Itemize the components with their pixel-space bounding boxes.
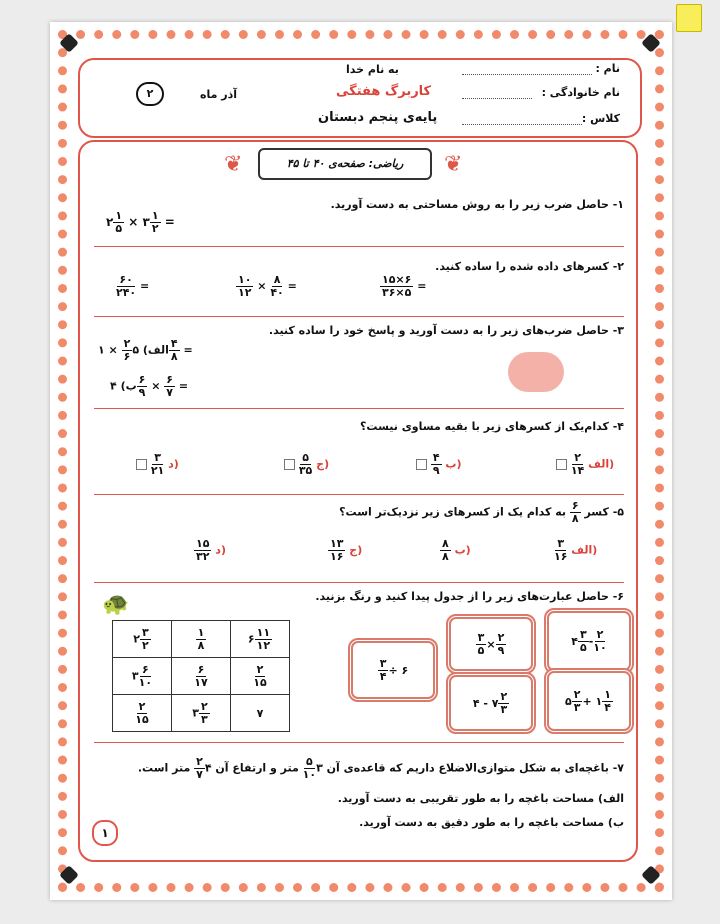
butterfly-icon: ❦ [224,152,243,177]
name-field-label: نام : [595,62,620,75]
q4-option-c[interactable]: $\frac{۵}{۳۵}$ ج) [284,452,329,477]
divider [94,246,624,247]
q2-fraction-3: $\frac{۶۰}{۲۴۰}$ = [116,273,150,299]
topic-banner: ریاضی: صفحه‌ی ۴۰ تا ۴۵ [258,148,432,180]
month-label: آذر ماه [200,88,238,101]
divider [94,582,624,583]
q4-option-a[interactable]: $\frac{۲}{۱۴}$ الف) [556,452,614,477]
sticky-note-icon[interactable] [676,4,702,32]
q3-part-a: الف) ۵ $\frac{۲}{۶}$ × ۱ $\frac{۴}{۸}$ = [98,337,193,363]
grid-cell[interactable]: ۳ $\frac{۶}{۱۰}$ [113,658,172,695]
q5-option-c[interactable]: $\frac{۱۳}{۱۶}$ ج) [330,537,363,563]
name-field[interactable] [462,74,592,75]
question-7: ۷- باغچه‌ای به شکل متوازی‌الاضلاع داریم که قاعده‌ی آن ۳ $\frac{۵}{۱۰}$ متر و ارتفاع آن ۴ $\frac{۲}{۷}$ متر است. [137,755,624,781]
q2-fraction-1: $\frac{۱۵\times ۶}{۳۶\times ۵}$ = [382,273,427,299]
q3-part-b: ب) ۴ $\frac{۶}{۹}$ × $\frac{۶}{۷}$ = [110,373,189,399]
question-2: ۲- کسرهای داده شده را ساده کنید. [435,260,624,273]
page-title: کاربرگ هفتگی [336,84,432,99]
grade-label: پایه‌ی پنجم دبستان [318,110,438,125]
class-field[interactable] [462,124,582,125]
grid-cell[interactable]: $\frac{۱}{۸}$ [172,621,231,658]
grid-cell[interactable]: ۷ [231,695,290,732]
class-field-label: کلاس : [581,112,620,125]
family-field[interactable] [462,98,532,99]
grid-cell[interactable]: $\frac{۶}{۱۷}$ [172,658,231,695]
question-1: ۱- حاصل ضرب زیر را به روش مساحتی به دست آورید. [330,198,624,211]
expression-box[interactable]: ۴ - ۷ $\frac{۲}{۳}$ [446,672,536,734]
grid-cell[interactable]: ۲ $\frac{۳}{۲}$ [113,621,172,658]
grid-cell[interactable]: $\frac{۲}{۱۵}$ [231,658,290,695]
q1-expression: ۲ $\frac{۱}{۵}$ × ۳ $\frac{۱}{۲}$ = [106,209,175,235]
answer-grid [112,620,290,732]
math-symbols-icon [508,352,564,392]
week-number-badge: ۲ [136,82,164,106]
divider [94,742,624,743]
question-7b: ب) مساحت باغچه را به طور دقیق به دست آورید. [359,816,624,829]
divider [94,316,624,317]
question-6: ۶- حاصل عبارت‌های زیر را از جدول پیدا کنید و رنگ بزنید. [315,590,624,603]
basmala: به نام خدا [346,63,399,76]
butterfly-icon: ❦ [444,152,463,177]
q5-option-b[interactable]: $\frac{۸}{۸}$ ب) [442,537,471,563]
page-number: ۱ [92,820,118,846]
divider [94,408,624,409]
question-5: ۵- کسر $\frac{۶}{۸}$ به کدام یک از کسرهای زیر نزدیک‌تر است؟ [339,499,624,525]
turtle-icon: 🐢 [102,592,130,617]
grid-cell[interactable]: $\frac{۲}{۱۵}$ [113,695,172,732]
q2-fraction-2: $\frac{۱۰}{۱۲}$ × $\frac{۸}{۴۰}$ = [238,273,297,299]
q5-option-d[interactable]: $\frac{۱۵}{۳۲}$ د) [196,537,226,563]
expression-box[interactable]: $\frac{۳}{۴}$ ÷ ۶ [348,638,438,702]
expression-box[interactable]: ۴ $\frac{۳}{۵}$ - $\frac{۲}{۱۰}$ [544,608,634,674]
q5-option-a[interactable]: $\frac{۳}{۱۶}$ الف) [554,537,598,563]
grid-cell[interactable]: ۳ $\frac{۲}{۳}$ [172,695,231,732]
grid-cell[interactable]: ۶ $\frac{۱۱}{۱۲}$ [231,621,290,658]
expression-box[interactable]: ۵ $\frac{۲}{۳}$ + ۱ $\frac{۱}{۴}$ [544,668,634,734]
question-3: ۳- حاصل ضرب‌های زیر را به دست آورید و پاسخ خود را ساده کنید. [268,324,624,337]
divider [94,494,624,495]
question-7a: الف) مساحت باغچه را به طور تقریبی به دست آورید. [337,792,624,805]
q4-option-d[interactable]: $\frac{۳}{۲۱}$ د) [136,452,179,477]
family-field-label: نام خانوادگی : [541,86,620,99]
q4-option-b[interactable]: $\frac{۴}{۹}$ ب) [416,452,462,477]
expression-box[interactable]: $\frac{۳}{۵}$ × $\frac{۲}{۹}$ [446,614,536,674]
question-4: ۴- کدام‌یک از کسرهای زیر با بقیه مساوی نیست؟ [360,420,624,433]
